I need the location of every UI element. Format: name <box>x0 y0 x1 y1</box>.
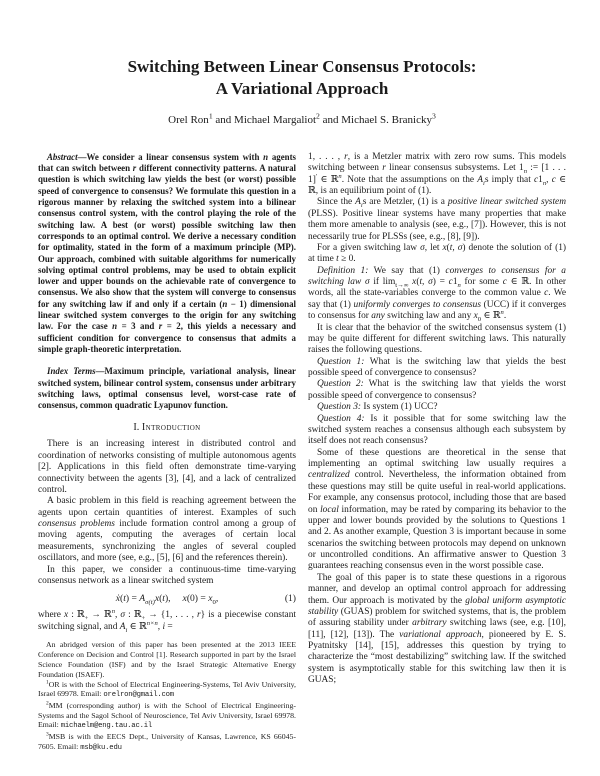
body-paragraph-questions-intro: It is clear that the behavior of the switched consensus system (1) may be quite different for different switching laws. This naturally raises the following questions. <box>308 322 566 356</box>
question-1: Question 1: What is the switching law that yields the best possible speed of convergence to consensus? <box>308 356 566 378</box>
footnote-author-2: $^2$MM (corresponding author) is with the School of Electrical Engineering-Systems and the Sagol School of Neuroscience, Tel Aviv University, Israel 69978. Email: michaelm@eng.tau.ac.il <box>38 700 296 731</box>
introduction-body <box>38 439 296 633</box>
paper-title <box>38 56 566 101</box>
two-column-body <box>38 152 566 753</box>
question-2: Question 2: What is the switching law that yields the worst possible speed of convergence to consensus? <box>308 379 566 401</box>
intro-paragraph-2: A basic problem in this field is reaching agreement between the agents upon certain quantities of interest. Examples of such consensus problems include formation control among a group of moving agents, computing the averages of certain local measurements, synchronizing the angles of several coupled oscillators, and more (see, e.g., [5], [6] and the references therein). <box>38 496 296 564</box>
right-column-body <box>308 152 566 687</box>
abstract-paragraph: Abstract—We consider a linear consensus system with n agents that can switch between r different connectivity patterns. A natural question is which switching law yields the best (or worst) possible speed of convergence to consensus? We formulate this question in a rigorous manner by relaxing the switched system into a bilinear consensus control system, with the control playing the role of the switching law. A best (or worst) possible switching law then corresponds to an optimal control. We derive a necessary condition for optimality, stated in the form of a maximum principle (MP). Our approach, combined with suitable algorithms for numerically solving optimal control problems, may be used to obtain explicit lower and upper bounds on the achievable rate of convergence to consensus. We also show that the system will converge to consensus for any switching law if and only if a certain (n − 1) dimensional linear switched system converges to the origin for any switching law. For the case n = 3 and r = 2, this yields a necessary and sufficient condition for convergence to consensus that admits a simple graph-theoretic interpretation. <box>38 151 297 354</box>
body-paragraph-goal: The goal of this paper is to state these questions in a rigorous manner, and develop an optimal control approach for addressing them. Our approach is motivated by the global uniform asymptotic stability (GUAS) problem for switched systems, that is, the problem of assuring stability under arbitrary switching laws (see, e.g. [10], [11], [12], [13]). The variational approach, pioneered by E. S. Pyatnitsky [14], [15], addresses this question by trying to characterize the “most destabilizing” switching law. If the switched system is asymptotically stable for this switching law then it is GUAS; <box>308 572 566 686</box>
equation-math: ẋ(t) = $A_{\sigma(t)}x(t)$, $x(0) = x_0$, <box>115 593 219 607</box>
paper-title-line-1: Switching Between Linear Consensus Protocols: <box>127 57 477 76</box>
equation <box>38 593 296 607</box>
intro-paragraph-3: In this paper, we consider a continuous-time time-varying consensus network as a linear switched system <box>38 564 296 586</box>
authors-line: Orel Ron$^1$ and Michael Margaliot$^2$ and Michael S. Branicky$^3$ <box>168 111 436 126</box>
equation-number: (1) <box>284 593 296 605</box>
body-paragraph-plss: Since the $A_is$ are Metzler, (1) is a positive linear switched system (PLSS). Positive linear systems have many properties that make them more amenable to analysis (see, e.g., [7]). However, this is not necessarily true for PLSSs (see, e.g., [8], [9]). <box>308 197 566 242</box>
question-4: Question 4: Is it possible that for some switching law the switched system reaches a consensus although each subsystem by itself does not reach consensus? <box>308 413 567 447</box>
body-paragraph-theoretical: Some of these questions are theoretical in the sense that implementing an optimal switching law usually requires a centralized control. Nevertheless, the information obtained from these questions may still be quite useful in real-world applications. For example, any consensus protocol, including those that are based on local information, may be rated by comparing its behavior to the upper and lower bounds provided by the solutions to Questions 1 and 2. As another example, Question 3 is important because in some scenarios the switching between protocols may depend on unknown or uncontrolled conditions. An affirmative answer to Question 3 guarantees reaching consensus even in the worst possible case. <box>308 447 567 572</box>
definition-1-paragraph: Definition 1: We say that (1) converges to consensus for a switching law σ if $\lim_{t\to\infty} x(t$, $\sigma) = c1_n$ for some c ∈ ℝ. In other words, all the state-variables converge to the common value c. We say that (1) uniformly converges to consensus (UCC) if it converges to consensus for any switching law and any $x_0$ ∈ ℝ$^n$. <box>308 265 567 323</box>
footnote-author-3: $^3$MSB is with the EECS Dept., University of Kansas, Lawrence, KS 66045-7605. Email: msb@ku.edu <box>38 731 296 752</box>
body-paragraph-solution: For a given switching law σ, let x(t, σ) denote the solution of (1) at time t ≥ 0. <box>308 242 566 265</box>
intro-paragraph-1: There is an increasing interest in distributed control and coordination of networks consisting of multiple autonomous agents [2]. Applications in this field often demonstrate time-varying connectivity between the agents [3], [4], and a lack of centralized control. <box>38 439 296 495</box>
footnote-author-1: $^1$OR is with the School of Electrical Engineering-Systems, Tel Aviv University, Israel 69978. Email: orelron@gmail.com <box>38 679 296 700</box>
index-terms-paragraph: Index Terms—Maximum principle, variational analysis, linear switched system, bilinear control system, consensus under arbitrary switching laws, optimal consensus level, worst-case rate of consensus, common quadratic Lyapunov function. <box>38 366 296 411</box>
right-column <box>308 152 566 753</box>
intro-paragraph-4: where x : ℝ$_+$ → ℝ$^n$, σ : ℝ$_+$ → {1, . . . , r} is a piecewise constant switching signal, and $A_i$ ∈ ℝ$^{n\times n}$, i = <box>38 608 297 634</box>
body-paragraph-continuation: 1, . . . , r, is a Metzler matrix with zero row sums. This models switching between r linear consensus subsystems. Let $1_n$ := [1 . . . 1]′ ∈ ℝ$^n$. Note that the assumptions on the $A_is$ imply that $c1_n$, c ∈ ℝ, is an equilibrium point of (1). <box>308 151 567 196</box>
paper-title-line-2: A Variational Approach <box>215 79 389 99</box>
footnote-funding: An abridged version of this paper has been presented at the 2013 IEEE Conference on Decision and Control [1]. Research supported in part by the Israel Science Foundation (ISF) and by the Israel Strategic Alternative Energy Foundation (ISAEF). <box>38 640 296 679</box>
question-3: Question 3: Is system (1) UCC? <box>317 402 438 413</box>
footnotes-block <box>38 640 296 753</box>
section-number: I. <box>133 422 140 434</box>
section-title: Introduction <box>141 422 201 434</box>
section-heading-introduction <box>38 422 296 433</box>
left-column <box>38 152 296 753</box>
